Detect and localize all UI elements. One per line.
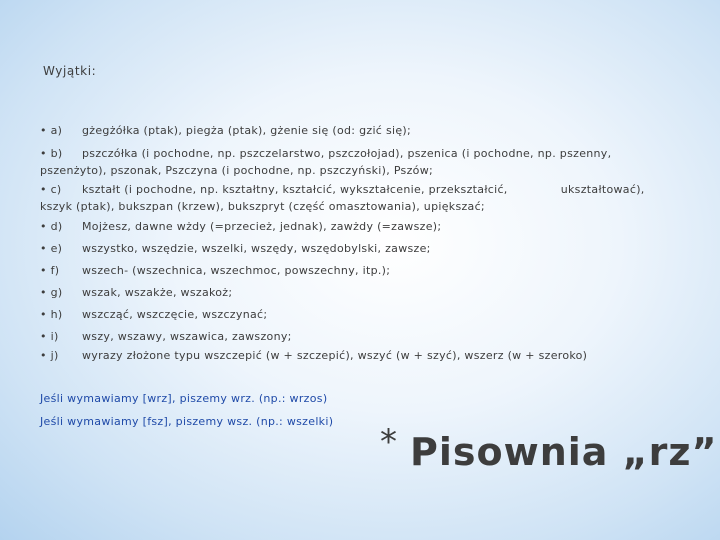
heading: Wyjątki: bbox=[43, 64, 97, 78]
item-marker: • e) bbox=[40, 242, 63, 255]
item-text: wyrazy złożone typu wszczepić (w + szczepić), wszyć (w + szyć), wszerz (w + szeroko) bbox=[82, 349, 588, 362]
asterisk-icon: * bbox=[380, 422, 397, 462]
item-text: wszak, wszakże, wszakoż; bbox=[82, 286, 233, 299]
item-text: gżegżółka (ptak), piegża (ptak), gżenie się (od: gzić się); bbox=[82, 124, 411, 137]
list-item bbox=[40, 218, 680, 235]
item-text: kształt (i pochodne, np. kształtny, kształcić, wykształcenie, przekształcić, ukształtować), kszyk (ptak), bukszpan (krzew), bukszpryt (część omasztowania), upiększać; bbox=[40, 183, 649, 213]
item-text: wszy, wszawy, wszawica, zawszony; bbox=[82, 330, 292, 343]
list-item bbox=[40, 347, 680, 364]
item-text: pszczółka (i pochodne, np. pszczelarstwo, pszczołojad), pszenica (i pochodne, np. pszenny, pszenżyto), pszonak, Pszczyna (i pochodne, np. pszczyński), Pszów; bbox=[40, 147, 612, 177]
item-marker: • h) bbox=[40, 308, 63, 321]
list-item bbox=[40, 122, 680, 139]
rule-note-fsz: Jeśli wymawiamy [fsz], piszemy wsz. (np.: wszelki) bbox=[40, 415, 334, 428]
list-item bbox=[40, 328, 680, 345]
list-item bbox=[40, 284, 680, 301]
list-item bbox=[40, 240, 680, 257]
item-marker: • f) bbox=[40, 264, 60, 277]
item-text: Mojżesz, dawne wżdy (=przecież, jednak), zawżdy (=zawsze); bbox=[82, 220, 442, 233]
item-marker: • c) bbox=[40, 183, 62, 196]
item-marker: • d) bbox=[40, 220, 63, 233]
list-item bbox=[40, 145, 680, 179]
rule-note-wrz: Jeśli wymawiamy [wrz], piszemy wrz. (np.: wrzos) bbox=[40, 392, 328, 405]
item-marker: • b) bbox=[40, 147, 63, 160]
item-marker: • j) bbox=[40, 349, 59, 362]
item-text: wszcząć, wszczęcie, wszczynać; bbox=[82, 308, 268, 321]
item-marker: • i) bbox=[40, 330, 59, 343]
item-marker: • a) bbox=[40, 124, 63, 137]
item-text: wszech- (wszechnica, wszechmoc, powszechny, itp.); bbox=[82, 264, 391, 277]
list-item bbox=[40, 262, 680, 279]
item-marker: • g) bbox=[40, 286, 63, 299]
list-item bbox=[40, 306, 680, 323]
list-item bbox=[40, 181, 680, 215]
title-text: Pisownia „rz” bbox=[410, 430, 718, 474]
item-text: wszystko, wszędzie, wszelki, wszędy, wszędobylski, zawsze; bbox=[82, 242, 431, 255]
